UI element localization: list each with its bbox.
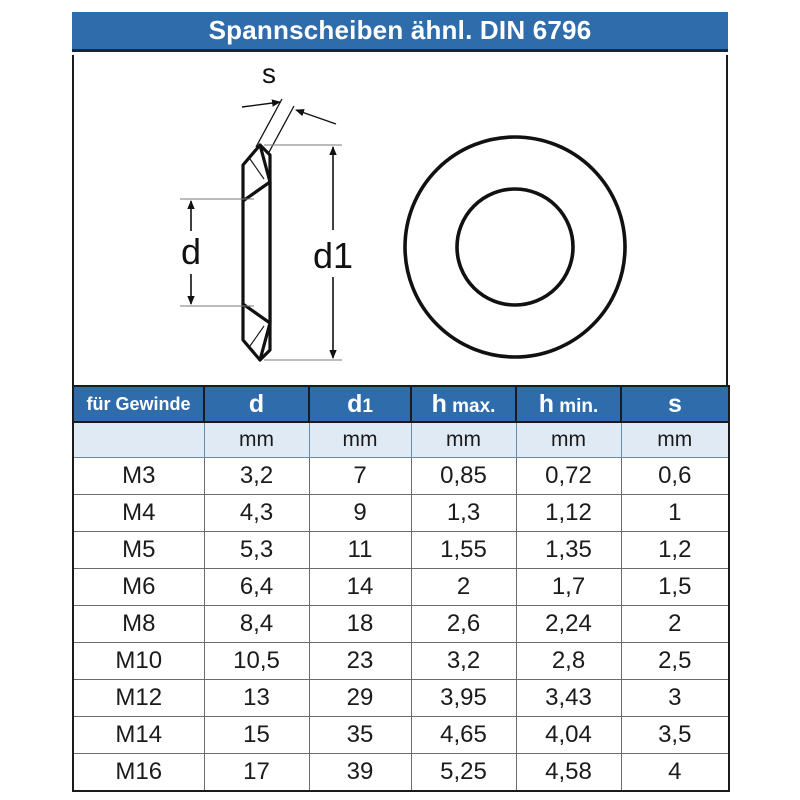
- cell-d1: 11: [309, 532, 411, 569]
- cell-s: 2,5: [621, 643, 729, 680]
- dimension-d1: [264, 145, 353, 360]
- cell-d: 10,5: [204, 643, 309, 680]
- units-cell-d1: mm: [309, 422, 411, 458]
- cell-thread: M14: [73, 717, 204, 754]
- cell-d1: 39: [309, 754, 411, 792]
- page-title: Spannscheiben ähnl. DIN 6796: [208, 15, 592, 45]
- cell-s: 2: [621, 606, 729, 643]
- table-row: [73, 495, 729, 532]
- cell-s: 4: [621, 754, 729, 792]
- table-header-row: [73, 386, 729, 422]
- cell-h-max: 3,2: [411, 643, 516, 680]
- cell-h-min: 2,8: [516, 643, 621, 680]
- cell-h-min: 4,04: [516, 717, 621, 754]
- units-cell-s: mm: [621, 422, 729, 458]
- cell-thread: M10: [73, 643, 204, 680]
- cell-h-max: 2,6: [411, 606, 516, 643]
- title-bar: [72, 12, 728, 52]
- cell-h-max: 0,85: [411, 458, 516, 495]
- cell-s: 3,5: [621, 717, 729, 754]
- column-header-d1-sub: 1: [362, 395, 373, 417]
- column-header-h-min: [516, 386, 621, 422]
- table-units-row: [73, 422, 729, 458]
- cell-d: 13: [204, 680, 309, 717]
- column-header-h-min-main: h: [538, 389, 554, 418]
- cell-d1: 14: [309, 569, 411, 606]
- cell-d: 3,2: [204, 458, 309, 495]
- cell-d1: 23: [309, 643, 411, 680]
- table-row: [73, 754, 729, 792]
- technical-drawing-panel: [72, 55, 728, 385]
- cell-s: 3: [621, 680, 729, 717]
- cell-thread: M4: [73, 495, 204, 532]
- cell-h-max: 4,65: [411, 717, 516, 754]
- dimension-label-d: d: [180, 231, 202, 272]
- column-header-d1-main: d: [347, 389, 363, 418]
- cell-h-min: 3,43: [516, 680, 621, 717]
- units-cell-h-max: mm: [411, 422, 516, 458]
- washer-top-view: [405, 137, 625, 357]
- washer-inner-circle: [457, 189, 573, 305]
- s-arrow-right: [296, 110, 336, 124]
- specification-table: [72, 385, 730, 792]
- cell-thread: M6: [73, 569, 204, 606]
- units-cell-thread: [73, 422, 204, 458]
- column-header-thread: für Gewinde: [73, 386, 204, 422]
- units-cell-d: mm: [204, 422, 309, 458]
- washer-bore-wall: [243, 182, 270, 323]
- cell-thread: M8: [73, 606, 204, 643]
- cell-thread: M5: [73, 532, 204, 569]
- column-header-d: d: [204, 386, 309, 422]
- cell-h-min: 1,12: [516, 495, 621, 532]
- cell-h-min: 1,35: [516, 532, 621, 569]
- table-row: [73, 458, 729, 495]
- table-row: [73, 643, 729, 680]
- table-row: [73, 680, 729, 717]
- cell-s: 1: [621, 495, 729, 532]
- s-extension-line-left: [256, 99, 282, 147]
- cell-d: 6,4: [204, 569, 309, 606]
- cell-h-min: 4,58: [516, 754, 621, 792]
- table-row: [73, 532, 729, 569]
- column-header-h-min-sub: min.: [553, 395, 599, 417]
- cell-h-max: 5,25: [411, 754, 516, 792]
- cell-h-min: 1,7: [516, 569, 621, 606]
- cell-h-max: 1,3: [411, 495, 516, 532]
- cell-h-min: 2,24: [516, 606, 621, 643]
- table-row: [73, 606, 729, 643]
- technical-drawing-svg: [74, 55, 730, 385]
- column-header-d1: [309, 386, 411, 422]
- cell-s: 1,5: [621, 569, 729, 606]
- cell-h-min: 0,72: [516, 458, 621, 495]
- dimension-label-d1: d1: [312, 235, 354, 276]
- cell-d: 17: [204, 754, 309, 792]
- column-header-s: s: [621, 386, 729, 422]
- cell-d1: 35: [309, 717, 411, 754]
- cell-d: 15: [204, 717, 309, 754]
- cell-h-max: 3,95: [411, 680, 516, 717]
- column-header-h-max-main: h: [431, 389, 447, 418]
- s-arrow-left: [242, 102, 280, 107]
- cell-d1: 18: [309, 606, 411, 643]
- cell-s: 1,2: [621, 532, 729, 569]
- cell-thread: M12: [73, 680, 204, 717]
- cell-d: 8,4: [204, 606, 309, 643]
- table-row: [73, 569, 729, 606]
- cell-d1: 9: [309, 495, 411, 532]
- cell-h-max: 1,55: [411, 532, 516, 569]
- dimension-s: [242, 58, 336, 154]
- table-row: [73, 717, 729, 754]
- cell-h-max: 2: [411, 569, 516, 606]
- cell-s: 0,6: [621, 458, 729, 495]
- cell-d: 5,3: [204, 532, 309, 569]
- column-header-h-max: [411, 386, 516, 422]
- dimension-label-s: s: [262, 58, 276, 89]
- cell-thread: M3: [73, 458, 204, 495]
- units-cell-h-min: mm: [516, 422, 621, 458]
- cell-d1: 29: [309, 680, 411, 717]
- cell-d: 4,3: [204, 495, 309, 532]
- cell-d1: 7: [309, 458, 411, 495]
- cell-thread: M16: [73, 754, 204, 792]
- column-header-h-max-sub: max.: [446, 395, 496, 417]
- s-extension-line-right: [268, 106, 294, 154]
- washer-cross-section: [243, 145, 270, 360]
- table-body: [73, 458, 729, 792]
